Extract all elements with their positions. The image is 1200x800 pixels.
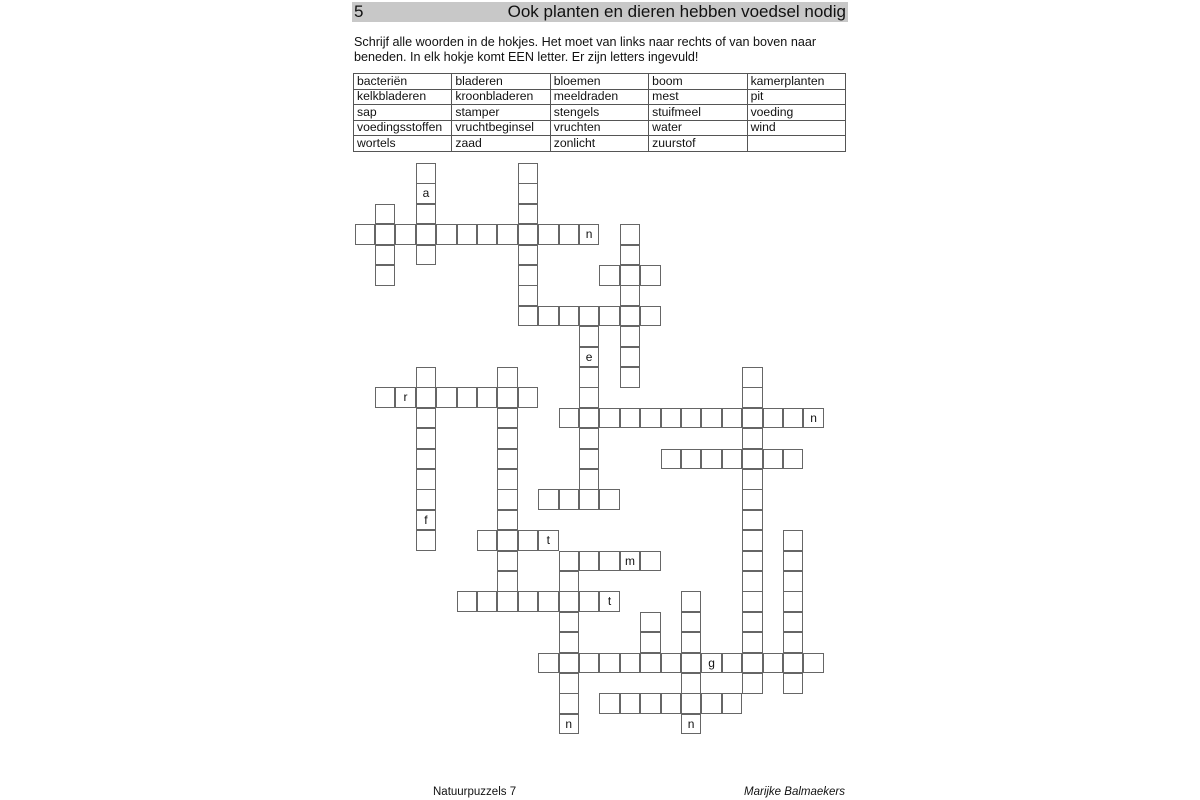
- crossword-cell[interactable]: [518, 224, 539, 245]
- crossword-cell[interactable]: [559, 489, 580, 510]
- crossword-cell[interactable]: [497, 408, 518, 429]
- crossword-cell[interactable]: [640, 632, 661, 653]
- crossword-cell[interactable]: [416, 469, 437, 490]
- crossword-cell[interactable]: [497, 551, 518, 572]
- crossword-cell[interactable]: [620, 265, 641, 286]
- crossword-cell[interactable]: [457, 224, 478, 245]
- crossword-cell[interactable]: [579, 489, 600, 510]
- crossword-cell[interactable]: [395, 224, 416, 245]
- crossword-cell[interactable]: [497, 571, 518, 592]
- crossword-cell[interactable]: [640, 306, 661, 327]
- crossword-cell[interactable]: [681, 673, 702, 694]
- crossword-cell[interactable]: [722, 653, 743, 674]
- crossword-cell[interactable]: [579, 428, 600, 449]
- word-cell: bacteriën: [354, 74, 452, 90]
- crossword-cell[interactable]: [416, 224, 437, 245]
- crossword-cell[interactable]: [416, 530, 437, 551]
- crossword-cell[interactable]: [620, 653, 641, 674]
- crossword-cell[interactable]: [763, 449, 784, 470]
- crossword-cell[interactable]: [518, 387, 539, 408]
- word-cell: stengels: [550, 105, 648, 121]
- crossword-cell[interactable]: [579, 408, 600, 429]
- crossword-cell[interactable]: [436, 387, 457, 408]
- word-cell: stamper: [452, 105, 550, 121]
- crossword-cell[interactable]: [518, 163, 539, 184]
- crossword-cell[interactable]: [579, 653, 600, 674]
- crossword-cell[interactable]: [681, 449, 702, 470]
- crossword-cell[interactable]: [538, 591, 559, 612]
- crossword-cell[interactable]: [742, 510, 763, 531]
- crossword-cell[interactable]: [599, 489, 620, 510]
- crossword-cell[interactable]: [518, 306, 539, 327]
- crossword-cell[interactable]: [783, 551, 804, 572]
- crossword-cell[interactable]: [518, 530, 539, 551]
- crossword-cell[interactable]: [620, 224, 641, 245]
- crossword-cell[interactable]: f: [416, 510, 437, 531]
- crossword-cell[interactable]: [355, 224, 376, 245]
- crossword-cell[interactable]: [559, 693, 580, 714]
- crossword-cell[interactable]: [518, 285, 539, 306]
- crossword-cell[interactable]: [742, 428, 763, 449]
- footer-author: Marijke Balmaekers: [744, 786, 845, 798]
- crossword-cell[interactable]: [783, 632, 804, 653]
- crossword-cell[interactable]: [640, 653, 661, 674]
- word-cell: kamerplanten: [747, 74, 845, 90]
- crossword-cell[interactable]: [681, 591, 702, 612]
- crossword-cell[interactable]: [416, 367, 437, 388]
- crossword-cell[interactable]: [620, 285, 641, 306]
- crossword-cell[interactable]: [661, 449, 682, 470]
- crossword-cell[interactable]: [579, 449, 600, 470]
- word-cell: meeldraden: [550, 89, 648, 105]
- crossword-cell[interactable]: [416, 204, 437, 225]
- crossword-cell[interactable]: m: [620, 551, 641, 572]
- crossword-cell[interactable]: [681, 632, 702, 653]
- crossword-cell[interactable]: t: [538, 530, 559, 551]
- crossword-cell[interactable]: [783, 408, 804, 429]
- crossword-cell[interactable]: [681, 408, 702, 429]
- crossword-cell[interactable]: [742, 653, 763, 674]
- word-cell: kroonbladeren: [452, 89, 550, 105]
- crossword-cell[interactable]: n: [559, 714, 580, 735]
- crossword-cell[interactable]: [742, 367, 763, 388]
- crossword-cell[interactable]: [620, 326, 641, 347]
- crossword-cell[interactable]: [416, 449, 437, 470]
- crossword-cell[interactable]: [579, 326, 600, 347]
- word-cell: sap: [354, 105, 452, 121]
- crossword-cell[interactable]: [620, 306, 641, 327]
- crossword-cell[interactable]: [375, 387, 396, 408]
- crossword-cell[interactable]: [681, 693, 702, 714]
- crossword-cell[interactable]: [375, 265, 396, 286]
- word-cell: stuifmeel: [649, 105, 747, 121]
- crossword-cell[interactable]: [783, 673, 804, 694]
- crossword-cell[interactable]: [497, 224, 518, 245]
- crossword-cell[interactable]: [579, 591, 600, 612]
- crossword-cell[interactable]: [722, 449, 743, 470]
- crossword-cell[interactable]: [742, 408, 763, 429]
- word-cell: voeding: [747, 105, 845, 121]
- crossword-cell[interactable]: [579, 469, 600, 490]
- crossword-cell[interactable]: [763, 653, 784, 674]
- crossword-cell[interactable]: [763, 408, 784, 429]
- crossword-cell[interactable]: [559, 632, 580, 653]
- crossword-cell[interactable]: [701, 449, 722, 470]
- crossword-cell[interactable]: [640, 408, 661, 429]
- word-cell: water: [649, 120, 747, 136]
- crossword-cell[interactable]: [518, 204, 539, 225]
- crossword-cell[interactable]: [497, 449, 518, 470]
- crossword-cell[interactable]: [783, 530, 804, 551]
- crossword-cell[interactable]: t: [599, 591, 620, 612]
- word-cell: bloemen: [550, 74, 648, 90]
- crossword-cell[interactable]: [538, 306, 559, 327]
- crossword-cell[interactable]: n: [803, 408, 824, 429]
- crossword-cell[interactable]: [599, 306, 620, 327]
- crossword-cell[interactable]: [559, 224, 580, 245]
- crossword-cell[interactable]: [661, 653, 682, 674]
- crossword-cell[interactable]: [620, 693, 641, 714]
- crossword-cell[interactable]: [416, 163, 437, 184]
- crossword-cell[interactable]: [518, 591, 539, 612]
- crossword-cell[interactable]: [457, 591, 478, 612]
- crossword-cell[interactable]: [497, 428, 518, 449]
- crossword-cell[interactable]: [742, 530, 763, 551]
- instructions-line-1: Schrijf alle woorden in de hokjes. Het moet van links naar rechts of van boven naar: [354, 35, 817, 49]
- crossword-cell[interactable]: [681, 653, 702, 674]
- crossword-cell[interactable]: [559, 591, 580, 612]
- crossword-cell[interactable]: [722, 693, 743, 714]
- crossword-cell[interactable]: [375, 224, 396, 245]
- footer-book-title: Natuurpuzzels 7: [433, 786, 517, 798]
- crossword-cell[interactable]: [742, 489, 763, 510]
- crossword-cell[interactable]: [497, 510, 518, 531]
- crossword-cell[interactable]: [742, 673, 763, 694]
- crossword-cell[interactable]: [640, 265, 661, 286]
- crossword-cell[interactable]: [783, 571, 804, 592]
- crossword-cell[interactable]: [742, 551, 763, 572]
- crossword-cell[interactable]: [579, 306, 600, 327]
- crossword-cell[interactable]: [742, 571, 763, 592]
- crossword-cell[interactable]: [742, 449, 763, 470]
- crossword-cell[interactable]: [620, 347, 641, 368]
- crossword-cell[interactable]: [497, 387, 518, 408]
- crossword-cell[interactable]: [783, 653, 804, 674]
- crossword-cell[interactable]: [436, 224, 457, 245]
- crossword-cell[interactable]: r: [395, 387, 416, 408]
- puzzle-number: 5: [354, 2, 364, 21]
- crossword-cell[interactable]: [599, 265, 620, 286]
- crossword-cell[interactable]: [579, 551, 600, 572]
- word-cell: vruchtbeginsel: [452, 120, 550, 136]
- crossword-cell[interactable]: [538, 489, 559, 510]
- crossword-cell[interactable]: [375, 204, 396, 225]
- crossword-cell[interactable]: [783, 449, 804, 470]
- crossword-cell[interactable]: [457, 387, 478, 408]
- crossword-cell[interactable]: [803, 653, 824, 674]
- crossword-cell[interactable]: e: [579, 347, 600, 368]
- crossword-cell[interactable]: [742, 387, 763, 408]
- crossword-cell[interactable]: [640, 551, 661, 572]
- crossword-cell[interactable]: [477, 591, 498, 612]
- crossword-cell[interactable]: g: [701, 653, 722, 674]
- crossword-cell[interactable]: [579, 367, 600, 388]
- crossword-cell[interactable]: [661, 693, 682, 714]
- crossword-cell[interactable]: [416, 408, 437, 429]
- crossword-cell[interactable]: [538, 653, 559, 674]
- crossword-cell[interactable]: [497, 469, 518, 490]
- crossword-cell[interactable]: [416, 428, 437, 449]
- crossword-cell[interactable]: [742, 469, 763, 490]
- crossword-cell[interactable]: [640, 693, 661, 714]
- crossword-cell[interactable]: [599, 551, 620, 572]
- crossword-cell[interactable]: [599, 653, 620, 674]
- crossword-cell[interactable]: [722, 408, 743, 429]
- crossword-cell[interactable]: [783, 591, 804, 612]
- crossword-cell[interactable]: [701, 408, 722, 429]
- crossword-cell[interactable]: [559, 571, 580, 592]
- crossword-cell[interactable]: [416, 387, 437, 408]
- crossword-cell[interactable]: [559, 408, 580, 429]
- crossword-cell[interactable]: a: [416, 183, 437, 204]
- crossword-cell[interactable]: [701, 693, 722, 714]
- crossword-cell[interactable]: [518, 265, 539, 286]
- word-cell: wortels: [354, 136, 452, 152]
- crossword-cell[interactable]: [579, 387, 600, 408]
- crossword-cell[interactable]: [620, 245, 641, 266]
- crossword-cell[interactable]: [620, 408, 641, 429]
- word-cell: vruchten: [550, 120, 648, 136]
- word-cell: zuurstof: [649, 136, 747, 152]
- word-cell: zonlicht: [550, 136, 648, 152]
- crossword-cell[interactable]: [620, 367, 641, 388]
- crossword-cell[interactable]: [559, 612, 580, 633]
- crossword-cell[interactable]: [599, 408, 620, 429]
- crossword-cell[interactable]: [742, 591, 763, 612]
- crossword-cell[interactable]: [559, 673, 580, 694]
- instructions-line-2: beneden. In elk hokje komt EEN letter. Er zijn letters ingevuld!: [354, 50, 699, 64]
- crossword-cell[interactable]: [477, 387, 498, 408]
- crossword-cell[interactable]: [742, 612, 763, 633]
- crossword-cell[interactable]: [559, 653, 580, 674]
- word-cell: kelkbladeren: [354, 89, 452, 105]
- crossword-cell[interactable]: [742, 632, 763, 653]
- word-cell: boom: [649, 74, 747, 90]
- crossword-cell[interactable]: [559, 306, 580, 327]
- crossword-cell[interactable]: [681, 612, 702, 633]
- crossword-cell[interactable]: [497, 530, 518, 551]
- crossword-cell[interactable]: [416, 245, 437, 266]
- crossword-cell[interactable]: [559, 551, 580, 572]
- word-cell: wind: [747, 120, 845, 136]
- crossword-cell[interactable]: [497, 489, 518, 510]
- crossword-cell[interactable]: n: [579, 224, 600, 245]
- crossword-cell[interactable]: [497, 367, 518, 388]
- crossword-cell[interactable]: [477, 530, 498, 551]
- crossword-cell[interactable]: [497, 591, 518, 612]
- crossword-cell[interactable]: [599, 693, 620, 714]
- puzzle-title: Ook planten en dieren hebben voedsel nodig: [507, 2, 846, 21]
- crossword-cell[interactable]: [416, 489, 437, 510]
- crossword-cell[interactable]: n: [681, 714, 702, 735]
- crossword-cell[interactable]: [375, 245, 396, 266]
- crossword-cell[interactable]: [661, 408, 682, 429]
- word-cell: pit: [747, 89, 845, 105]
- crossword-cell[interactable]: [783, 612, 804, 633]
- crossword-cell[interactable]: [477, 224, 498, 245]
- crossword-cell[interactable]: [518, 183, 539, 204]
- crossword-cell[interactable]: [640, 612, 661, 633]
- crossword-cell[interactable]: [538, 224, 559, 245]
- word-cell: voedingsstoffen: [354, 120, 452, 136]
- word-cell: mest: [649, 89, 747, 105]
- crossword-cell[interactable]: [518, 245, 539, 266]
- word-cell: zaad: [452, 136, 550, 152]
- word-cell: bladeren: [452, 74, 550, 90]
